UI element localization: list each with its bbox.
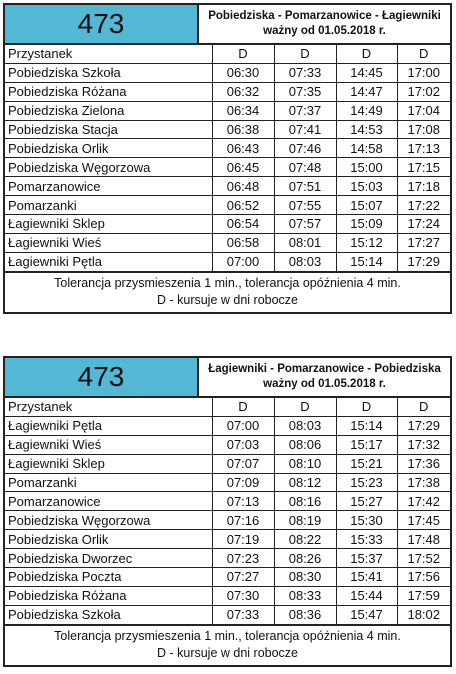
column-header-day: D xyxy=(336,398,397,416)
stop-name: Łagiewniki Sklep xyxy=(5,215,212,234)
stop-name: Pobiedziska Orlik xyxy=(5,530,212,549)
departure-time: 14:58 xyxy=(336,139,397,158)
departure-time: 17:02 xyxy=(397,82,450,101)
stop-name: Pobiedziska Różana xyxy=(5,586,212,605)
departure-time: 17:38 xyxy=(397,473,450,492)
departure-time: 14:45 xyxy=(336,63,397,82)
departure-time: 15:12 xyxy=(336,233,397,252)
route-info xyxy=(199,358,450,396)
legend-note: D - kursuje w dni robocze xyxy=(156,292,299,307)
departure-time: 17:29 xyxy=(397,416,450,435)
line-number: 473 xyxy=(5,358,199,396)
schedule-table xyxy=(5,398,450,625)
departure-time: 07:33 xyxy=(274,63,336,82)
stop-name: Łagiewniki Sklep xyxy=(5,454,212,473)
departure-time: 17:22 xyxy=(397,196,450,215)
departure-time: 08:30 xyxy=(274,568,336,587)
departure-time: 07:09 xyxy=(212,473,274,492)
departure-time: 08:10 xyxy=(274,454,336,473)
departure-time: 06:30 xyxy=(212,63,274,82)
table-row xyxy=(5,605,450,624)
stop-name: Pobiedziska Dworzec xyxy=(5,549,212,568)
route-info xyxy=(199,5,450,43)
departure-time: 17:48 xyxy=(397,530,450,549)
stop-name: Pobiedziska Różana xyxy=(5,82,212,101)
departure-time: 06:43 xyxy=(212,139,274,158)
table-row xyxy=(5,473,450,492)
departure-time: 17:59 xyxy=(397,586,450,605)
departure-time: 06:34 xyxy=(212,101,274,120)
departure-time: 17:04 xyxy=(397,101,450,120)
departure-time: 15:27 xyxy=(336,492,397,511)
line-number: 473 xyxy=(5,5,199,43)
schedule-table xyxy=(5,45,450,272)
departure-time: 17:27 xyxy=(397,233,450,252)
table-row xyxy=(5,530,450,549)
departure-time: 07:30 xyxy=(212,586,274,605)
departure-time: 07:27 xyxy=(212,568,274,587)
departure-time: 07:46 xyxy=(274,139,336,158)
departure-time: 15:37 xyxy=(336,549,397,568)
legend-note: D - kursuje w dni robocze xyxy=(156,645,299,660)
stop-name: Pomarzanki xyxy=(5,196,212,215)
departure-time: 07:00 xyxy=(212,416,274,435)
departure-time: 17:08 xyxy=(397,120,450,139)
departure-time: 06:58 xyxy=(212,233,274,252)
table-row xyxy=(5,215,450,234)
table-row xyxy=(5,196,450,215)
table-row xyxy=(5,101,450,120)
departure-time: 15:00 xyxy=(336,158,397,177)
stop-name: Pomarzanki xyxy=(5,473,212,492)
departure-time: 07:16 xyxy=(212,511,274,530)
departure-time: 14:47 xyxy=(336,82,397,101)
departure-time: 15:23 xyxy=(336,473,397,492)
stop-name: Pobiedziska Orlik xyxy=(5,139,212,158)
table-header-row xyxy=(5,45,450,63)
stop-name: Pobiedziska Szkoła xyxy=(5,63,212,82)
stop-name: Pomarzanowice xyxy=(5,492,212,511)
departure-time: 07:51 xyxy=(274,177,336,196)
departure-time: 15:07 xyxy=(336,196,397,215)
departure-time: 07:00 xyxy=(212,252,274,271)
column-header-stop: Przystanek xyxy=(5,398,212,416)
departure-time: 17:32 xyxy=(397,435,450,454)
stop-name: Pobiedziska Zielona xyxy=(5,101,212,120)
valid-from: ważny od 01.05.2018 r. xyxy=(263,25,386,37)
stop-name: Łagiewniki Wieś xyxy=(5,435,212,454)
schedule-body xyxy=(5,45,450,271)
departure-time: 15:21 xyxy=(336,454,397,473)
departure-time: 14:53 xyxy=(336,120,397,139)
table-row xyxy=(5,568,450,587)
departure-time: 17:45 xyxy=(397,511,450,530)
schedule-body xyxy=(5,398,450,624)
departure-time: 15:30 xyxy=(336,511,397,530)
departure-time: 15:09 xyxy=(336,215,397,234)
table-row xyxy=(5,177,450,196)
table-row xyxy=(5,252,450,271)
departure-time: 07:41 xyxy=(274,120,336,139)
column-header-day: D xyxy=(274,45,336,63)
table-row xyxy=(5,233,450,252)
stop-name: Łagiewniki Pętla xyxy=(5,416,212,435)
departure-time: 07:37 xyxy=(274,101,336,120)
departure-time: 17:29 xyxy=(397,252,450,271)
departure-time: 17:24 xyxy=(397,215,450,234)
departure-time: 06:32 xyxy=(212,82,274,101)
departure-time: 06:54 xyxy=(212,215,274,234)
departure-time: 06:48 xyxy=(212,177,274,196)
departure-time: 08:12 xyxy=(274,473,336,492)
departure-time: 07:48 xyxy=(274,158,336,177)
table-row xyxy=(5,82,450,101)
stop-name: Pobiedziska Stacja xyxy=(5,120,212,139)
valid-from: ważny od 01.05.2018 r. xyxy=(263,378,386,390)
departure-time: 07:55 xyxy=(274,196,336,215)
departure-time: 08:03 xyxy=(274,252,336,271)
departure-time: 17:56 xyxy=(397,568,450,587)
route-name: Pobiedziska - Pomarzanowice - Łagiewniki xyxy=(208,10,441,22)
departure-time: 08:16 xyxy=(274,492,336,511)
column-header-day: D xyxy=(274,398,336,416)
departure-time: 08:26 xyxy=(274,549,336,568)
stop-name: Pobiedziska Węgorzowa xyxy=(5,511,212,530)
timetable-footer xyxy=(5,625,450,665)
table-row xyxy=(5,435,450,454)
departure-time: 08:22 xyxy=(274,530,336,549)
table-header-row xyxy=(5,398,450,416)
departure-time: 07:33 xyxy=(212,605,274,624)
table-row xyxy=(5,158,450,177)
column-header-day: D xyxy=(336,45,397,63)
departure-time: 08:33 xyxy=(274,586,336,605)
timetable-header xyxy=(5,5,450,45)
table-row xyxy=(5,454,450,473)
timetable-lagiewniki-pobiedziska xyxy=(3,356,452,667)
departure-time: 06:52 xyxy=(212,196,274,215)
departure-time: 15:41 xyxy=(336,568,397,587)
timetable-footer xyxy=(5,272,450,312)
table-row xyxy=(5,586,450,605)
departure-time: 18:02 xyxy=(397,605,450,624)
departure-time: 08:01 xyxy=(274,233,336,252)
stop-name: Łagiewniki Wieś xyxy=(5,233,212,252)
tolerance-note: Tolerancja przysmieszenia 1 min., tolerancja opóźnienia 4 min. xyxy=(54,275,401,290)
column-header-stop: Przystanek xyxy=(5,45,212,63)
departure-time: 14:49 xyxy=(336,101,397,120)
departure-time: 07:23 xyxy=(212,549,274,568)
departure-time: 08:03 xyxy=(274,416,336,435)
stop-name: Pobiedziska Poczta xyxy=(5,568,212,587)
departure-time: 15:14 xyxy=(336,416,397,435)
departure-time: 17:18 xyxy=(397,177,450,196)
departure-time: 17:42 xyxy=(397,492,450,511)
stop-name: Pobiedziska Węgorzowa xyxy=(5,158,212,177)
column-header-day: D xyxy=(397,45,450,63)
departure-time: 06:45 xyxy=(212,158,274,177)
departure-time: 07:13 xyxy=(212,492,274,511)
departure-time: 17:15 xyxy=(397,158,450,177)
departure-time: 07:07 xyxy=(212,454,274,473)
stop-name: Łagiewniki Pętla xyxy=(5,252,212,271)
stop-name: Pomarzanowice xyxy=(5,177,212,196)
timetable-header xyxy=(5,358,450,398)
departure-time: 17:13 xyxy=(397,139,450,158)
departure-time: 15:47 xyxy=(336,605,397,624)
table-row xyxy=(5,416,450,435)
departure-time: 15:03 xyxy=(336,177,397,196)
timetable-pobiedziska-lagiewniki xyxy=(3,3,452,314)
departure-time: 17:36 xyxy=(397,454,450,473)
departure-time: 15:44 xyxy=(336,586,397,605)
table-row xyxy=(5,511,450,530)
tolerance-note: Tolerancja przysmieszenia 1 min., tolerancja opóźnienia 4 min. xyxy=(54,628,401,643)
departure-time: 17:00 xyxy=(397,63,450,82)
table-row xyxy=(5,139,450,158)
column-header-day: D xyxy=(212,45,274,63)
stop-name: Pobiedziska Szkoła xyxy=(5,605,212,624)
departure-time: 08:06 xyxy=(274,435,336,454)
departure-time: 15:17 xyxy=(336,435,397,454)
table-row xyxy=(5,63,450,82)
departure-time: 17:52 xyxy=(397,549,450,568)
departure-time: 06:38 xyxy=(212,120,274,139)
departure-time: 07:57 xyxy=(274,215,336,234)
route-name: Łagiewniki - Pomarzanowice - Pobiedziska xyxy=(208,363,441,375)
departure-time: 07:19 xyxy=(212,530,274,549)
column-header-day: D xyxy=(212,398,274,416)
column-header-day: D xyxy=(397,398,450,416)
departure-time: 07:35 xyxy=(274,82,336,101)
table-row xyxy=(5,492,450,511)
table-row xyxy=(5,549,450,568)
departure-time: 07:03 xyxy=(212,435,274,454)
departure-time: 08:19 xyxy=(274,511,336,530)
departure-time: 08:36 xyxy=(274,605,336,624)
table-row xyxy=(5,120,450,139)
departure-time: 15:14 xyxy=(336,252,397,271)
departure-time: 15:33 xyxy=(336,530,397,549)
